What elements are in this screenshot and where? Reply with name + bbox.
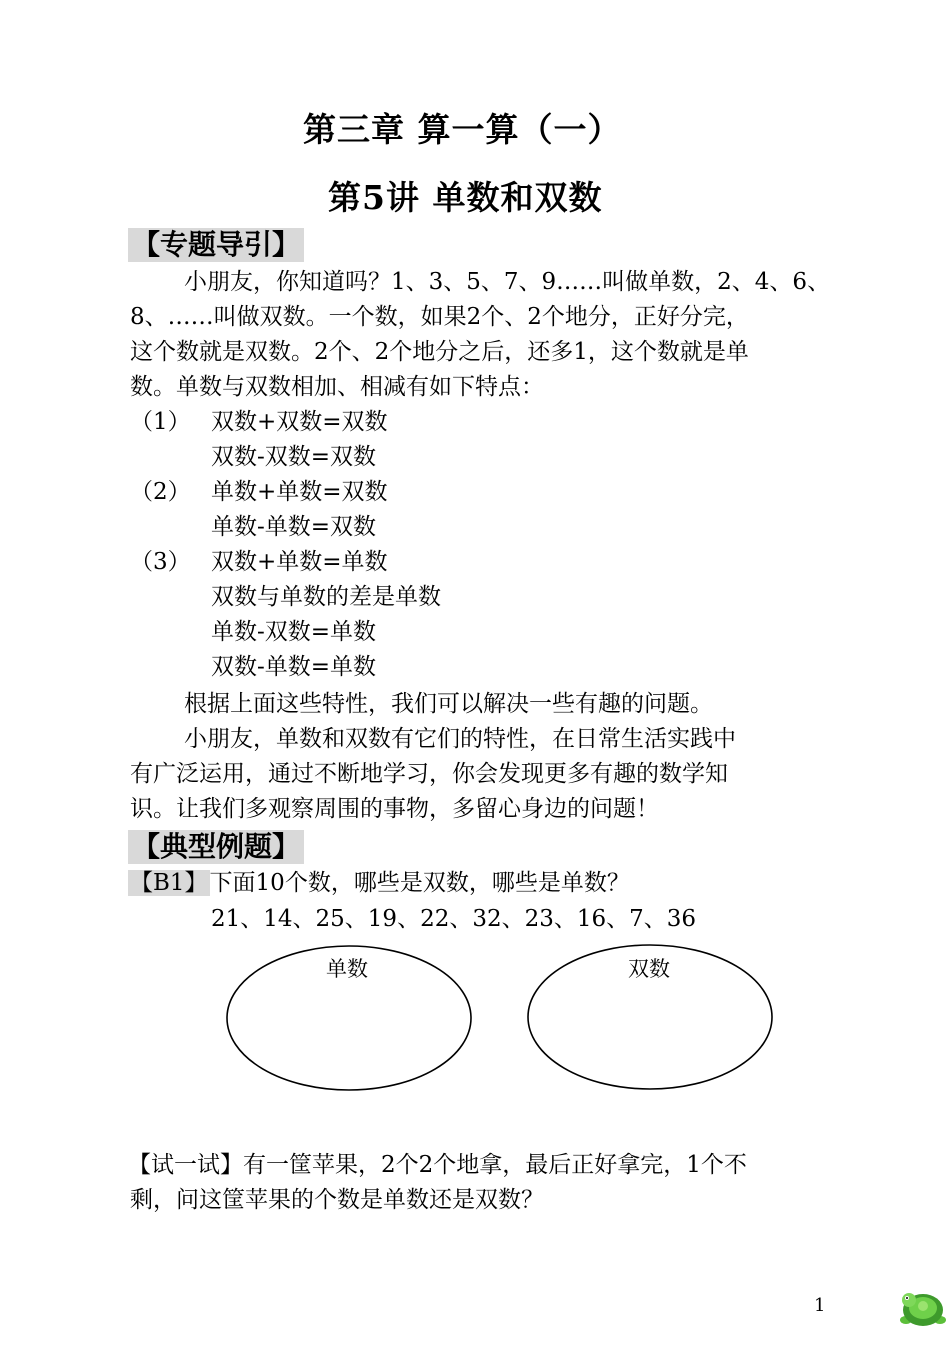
rule-num-2: （2）: [130, 479, 191, 505]
section-heading-guide: 【专题导引】: [128, 228, 304, 262]
b1-tag: 【B1】: [130, 870, 208, 896]
even-ellipse-label: 双数: [628, 957, 670, 981]
rule-text-6: 双数与单数的差是单数: [211, 584, 441, 610]
page-number: 1: [814, 1295, 826, 1316]
b1-question: 下面10个数，哪些是双数，哪些是单数？: [209, 870, 630, 896]
rule-text-5: 双数+单数=单数: [211, 549, 388, 575]
closing-line: 根据上面这些特性，我们可以解决一些有趣的问题。: [184, 691, 713, 717]
rule-text-1: 双数+双数=双数: [211, 409, 388, 435]
odd-ellipse-label: 单数: [326, 957, 368, 981]
intro-line-3: 这个数就是双数。2个、2个地分之后，还多1，这个数就是单: [130, 339, 749, 365]
section-heading-examples: 【典型例题】: [128, 830, 304, 864]
chapter-title: 第三章 算一算（一）: [303, 110, 622, 149]
lecture-title: 第5讲 单数和双数: [328, 178, 603, 217]
rule-num-1: （1）: [130, 409, 191, 435]
para2-line-1: 小朋友，单数和双数有它们的特性，在日常生活实践中: [184, 726, 736, 752]
intro-line-4: 数。单数与双数相加、相减有如下特点：: [130, 374, 544, 400]
rule-text-8: 双数-单数=单数: [211, 654, 377, 680]
rule-text-4: 单数-单数=双数: [211, 514, 377, 540]
para2-line-2: 有广泛运用，通过不断地学习，你会发现更多有趣的数学知: [130, 761, 728, 787]
rule-num-3: （3）: [130, 549, 191, 575]
intro-line-1: 小朋友，你知道吗？1、3、5、7、9……叫做单数，2、4、6、: [184, 269, 831, 295]
intro-line-2: 8、……叫做双数。一个数，如果2个、2个地分，正好分完，: [130, 304, 749, 330]
rule-text-7: 单数-双数=单数: [211, 619, 377, 645]
try-line-1: 【试一试】有一筐苹果，2个2个地拿，最后正好拿完，1个不: [128, 1152, 747, 1178]
try-line-2: 剩，问这筐苹果的个数是单数还是双数？: [130, 1187, 544, 1213]
b1-numbers: 21、14、25、19、22、32、23、16、7、36: [211, 906, 697, 932]
para2-line-3: 识。让我们多观察周围的事物，多留心身边的问题！: [130, 796, 659, 822]
turtle-logo-icon: [898, 1286, 948, 1330]
rule-text-2: 双数-双数=双数: [211, 444, 377, 470]
rule-text-3: 单数+单数=双数: [211, 479, 388, 505]
